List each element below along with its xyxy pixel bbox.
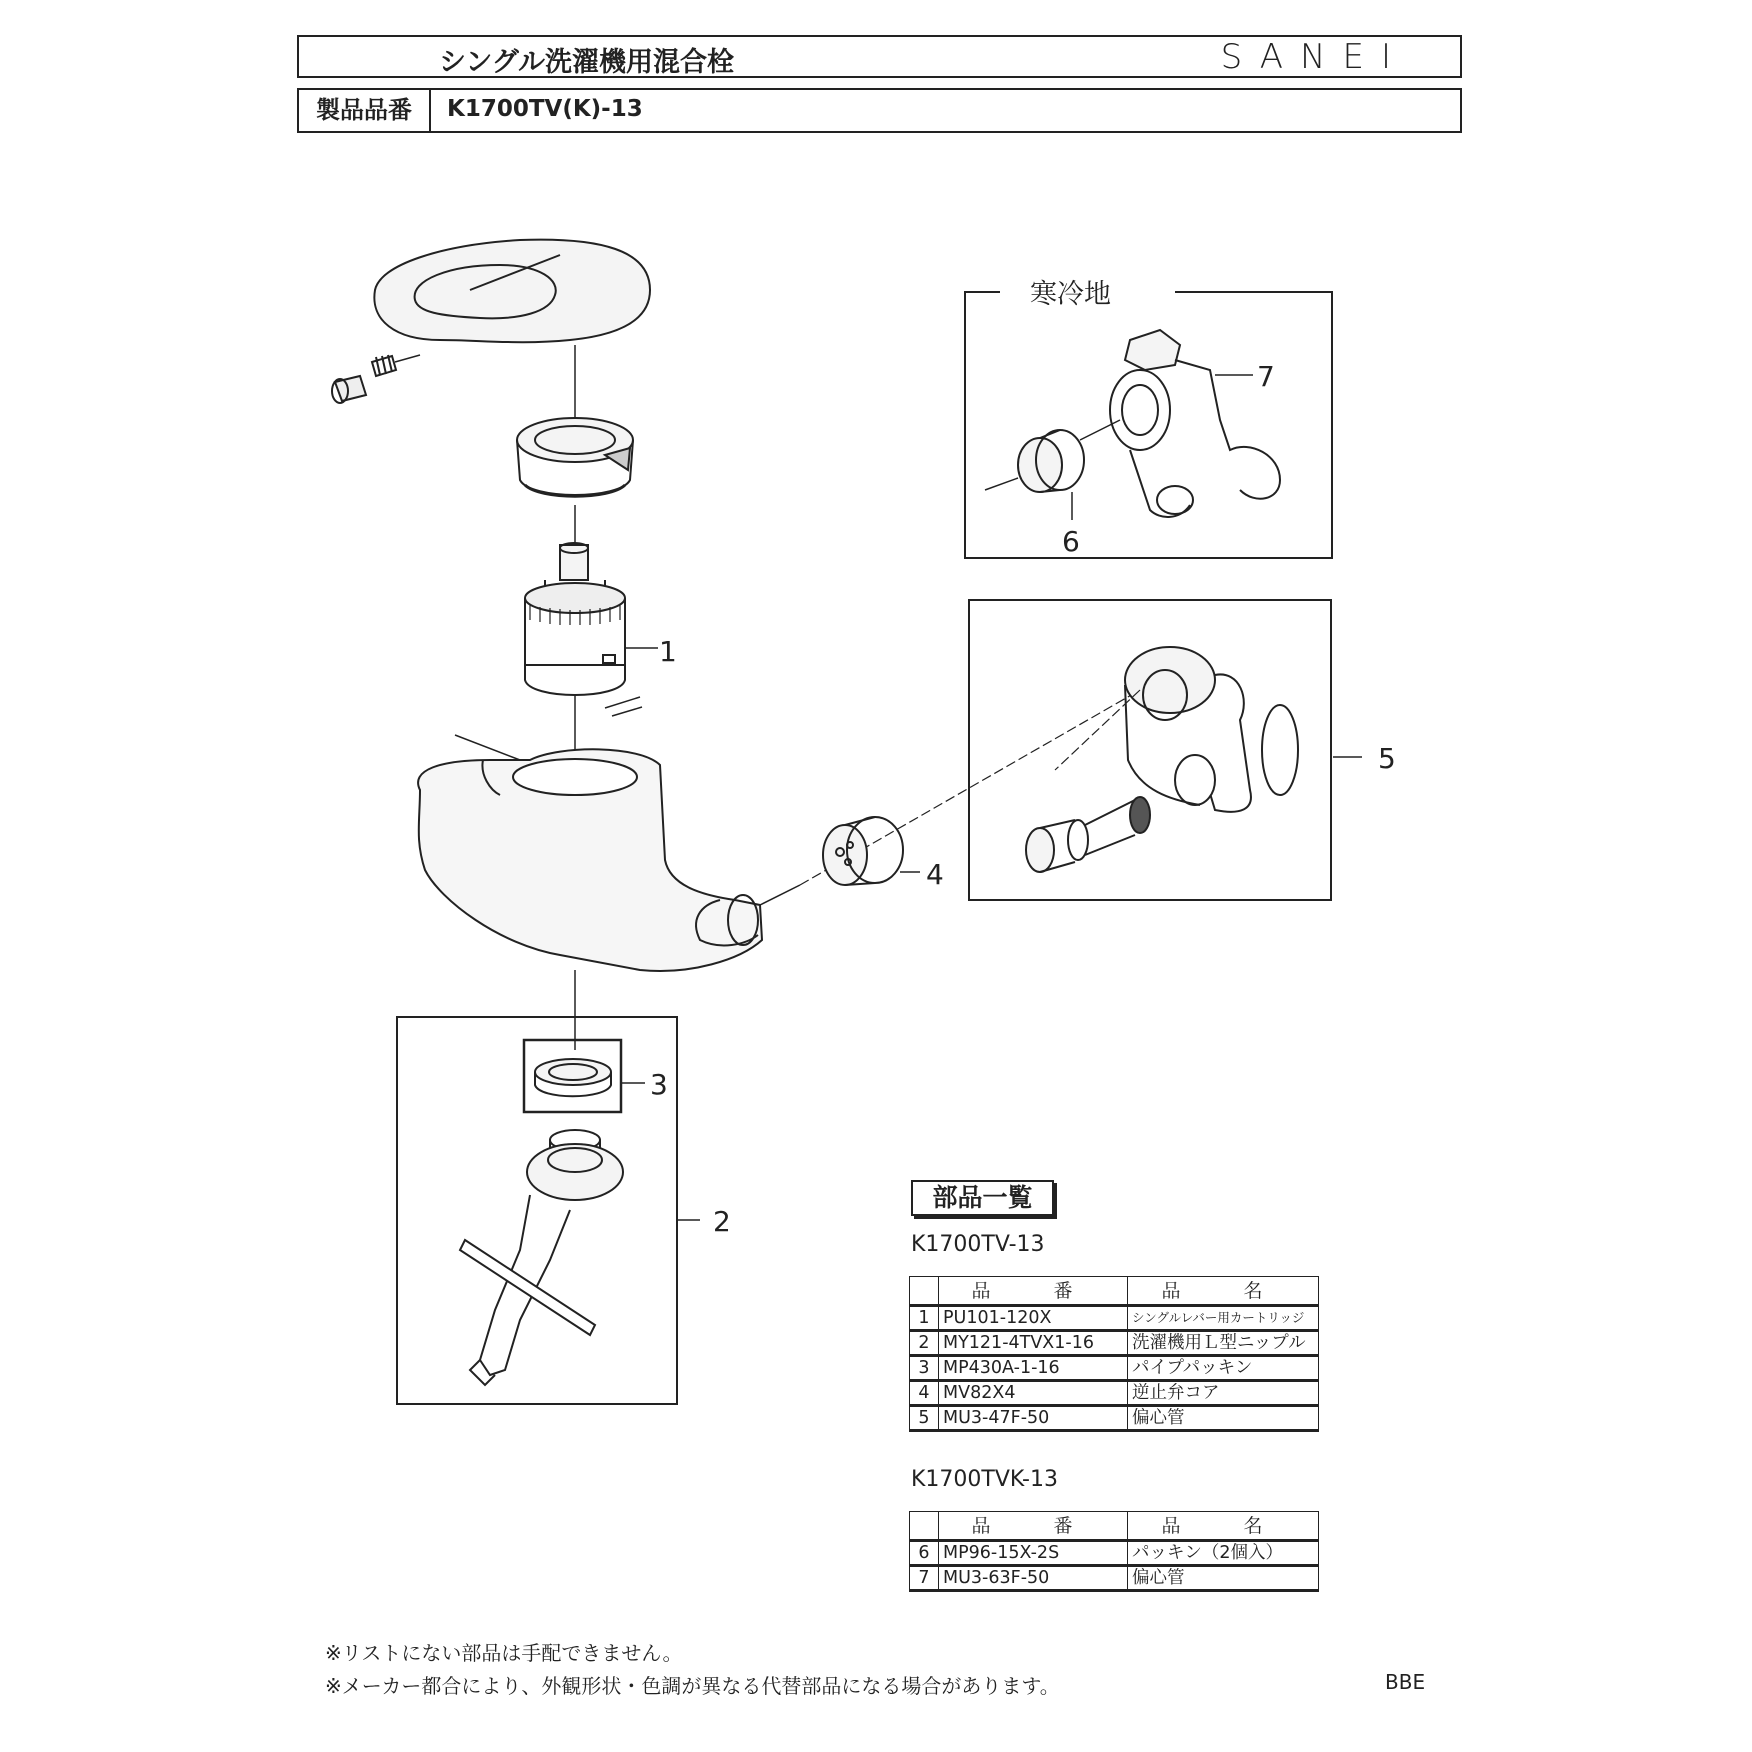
ring-nut-drawing [517,418,633,496]
eccentric-pipe-drawing [1125,647,1298,812]
callout-7: 7 [1257,360,1275,393]
row-no: 6 [910,1541,939,1566]
cold-packing-drawing [1018,430,1084,492]
row-no: 7 [910,1566,939,1591]
parts-list-heading: 部品一覧 [911,1180,1054,1216]
row-no: 5 [910,1406,939,1431]
cold-region-label: 寒冷地 [1030,279,1111,310]
row-code: MY121-4TVX1-16 [939,1331,1128,1356]
callout-3: 3 [650,1068,668,1101]
l-nipple-drawing [460,1130,623,1385]
table-row [910,1541,1319,1566]
row-name: 偏心管 [1128,1406,1319,1431]
row-code: MU3-47F-50 [939,1406,1128,1431]
table-header-name: 品 名 [1128,1277,1319,1306]
row-no: 3 [910,1356,939,1381]
screw-cap-drawing [332,355,420,403]
table-row [910,1306,1319,1331]
table-header-code: 品 番 [939,1512,1128,1541]
table-row [910,1406,1319,1431]
row-no: 4 [910,1381,939,1406]
product-title: シングル洗濯機用混合栓 [439,47,734,78]
part-number-value: K1700TV(K)-13 [447,96,643,122]
brand-logo: SANEI [1220,37,1408,77]
cartridge-drawing [525,543,625,695]
row-name: 逆止弁コア [1128,1381,1319,1406]
part-number-label: 製品品番 [299,90,431,131]
callout-6: 6 [1062,525,1080,558]
row-code: MP430A-1-16 [939,1356,1128,1381]
callout-1: 1 [659,635,677,668]
pipe-packing-drawing [535,1059,611,1096]
model-label-standard: K1700TV-13 [911,1232,1045,1257]
callout-2: 2 [713,1205,731,1238]
row-no: 2 [910,1331,939,1356]
table-header-code: 品 番 [939,1277,1128,1306]
model-label-cold: K1700TVK-13 [911,1467,1058,1492]
table-header-name: 品 名 [1128,1512,1319,1541]
callout-5: 5 [1378,742,1396,775]
row-name: パイプパッキン [1128,1356,1319,1381]
note-substitute-parts: ※メーカー都合により、外観形状・色調が異なる代替部品になる場合があります。 [325,1674,1060,1698]
row-code: MU3-63F-50 [939,1566,1128,1591]
table-row [910,1331,1319,1356]
note-unlisted-parts: ※リストにない部品は手配できません。 [325,1641,683,1665]
table-row [910,1381,1319,1406]
check-valve-core-drawing [823,817,903,885]
row-name: シングルレバー用カートリッジ [1128,1306,1319,1331]
lever-handle-drawing [374,240,650,343]
row-no: 1 [910,1306,939,1331]
faucet-body-drawing [418,749,762,971]
cold-region-pipe-drawing [1110,330,1280,517]
parts-table-standard [909,1276,1319,1432]
row-code: PU101-120X [939,1306,1128,1331]
table-row [910,1356,1319,1381]
valve-insert-drawing [1026,797,1150,872]
footer-code: BBE [1385,1670,1426,1694]
row-name: パッキン（2個入） [1128,1541,1319,1566]
table-header-blank [910,1512,939,1541]
row-name: 洗濯機用Ｌ型ニップル [1128,1331,1319,1356]
table-row [910,1566,1319,1591]
row-name: 偏心管 [1128,1566,1319,1591]
callout-4: 4 [926,858,944,891]
row-code: MP96-15X-2S [939,1541,1128,1566]
parts-table-cold [909,1511,1319,1592]
row-code: MV82X4 [939,1381,1128,1406]
table-header-blank [910,1277,939,1306]
